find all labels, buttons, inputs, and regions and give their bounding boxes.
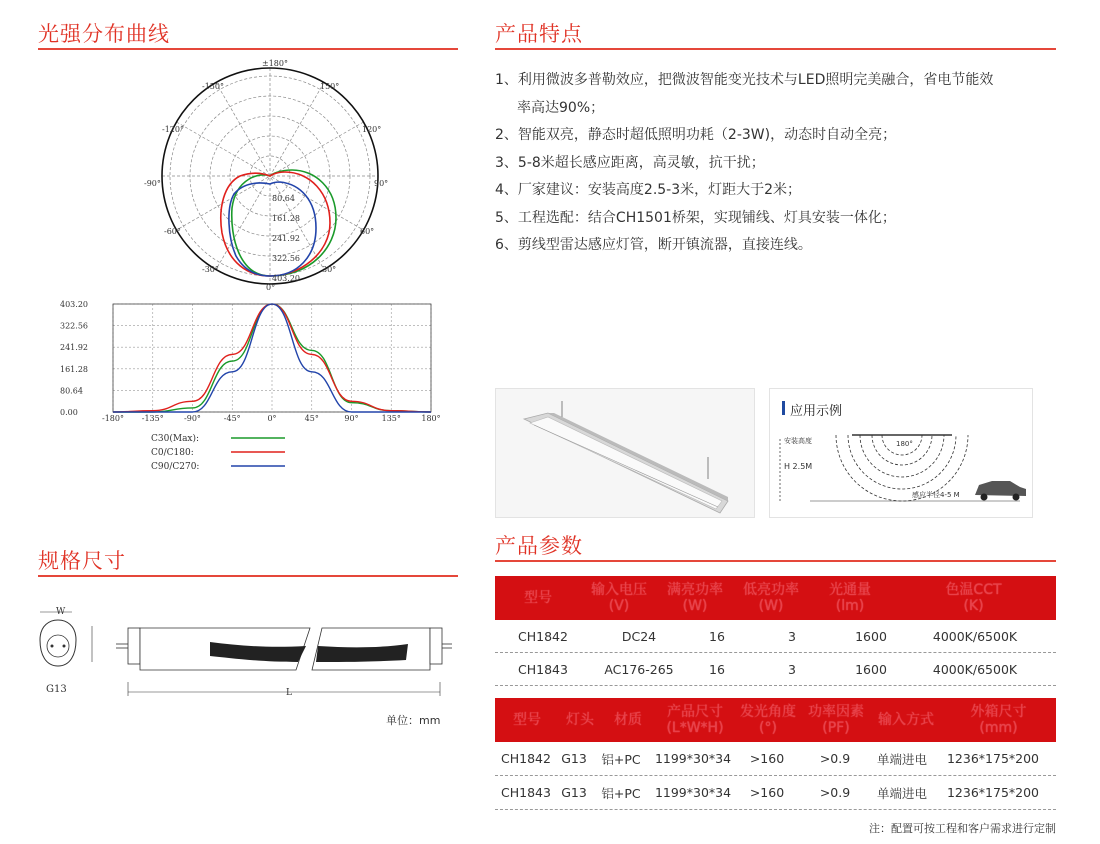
linear-distribution-chart	[55, 298, 445, 478]
params-table-2	[495, 698, 1056, 810]
features-section-rule	[495, 48, 1056, 50]
polar-radial-label: 161.28	[272, 214, 300, 223]
x-tick-label: -135°	[141, 414, 164, 423]
y-tick-label: 241.92	[60, 343, 88, 353]
lamp-fixture-image	[496, 389, 754, 517]
install-height-label: 安装高度	[784, 437, 812, 445]
polar-angle-label: -90°	[144, 179, 161, 188]
svg-text:W: W	[56, 607, 66, 617]
table-header-cell: 灯头	[566, 712, 594, 728]
polar-radial-label: 80.64	[272, 194, 295, 203]
polar-angle-label: -30°	[202, 265, 219, 274]
x-tick-label: -45°	[223, 414, 241, 423]
legend-label: C0/C180:	[151, 448, 194, 458]
polar-angle-label: -60°	[164, 227, 181, 236]
x-tick-label: 135°	[381, 414, 401, 423]
car-icon	[975, 481, 1026, 496]
x-tick-label: -180°	[102, 414, 124, 423]
table-header-cell: 输入电压 (V)	[591, 582, 647, 614]
end-cap-view	[40, 607, 92, 695]
table-header-cell: 材质	[614, 712, 642, 728]
legend-label: C90/C270:	[151, 462, 200, 472]
polar-section-rule	[38, 48, 458, 50]
feature-item: 6、剪线型雷达感应灯管，断开镇流器，直接连线。	[495, 237, 812, 253]
dimension-drawing	[30, 600, 460, 710]
polar-angle-label: 0°	[266, 283, 276, 292]
table-row: CH1842 DC24 16 3 1600 4000K/6500K	[495, 620, 1056, 653]
table-header-cell: 型号	[524, 590, 552, 606]
polar-radial-label: 403.20	[272, 274, 300, 283]
features-list	[495, 67, 993, 260]
polar-angle-label: 90°	[374, 179, 389, 188]
table-row: CH1842 G13 铝+PC 1199*30*34 >160 >0.9 单端进电 1236*175*200	[495, 742, 1056, 776]
params-section-title: 产品参数	[495, 534, 583, 558]
application-example-panel	[769, 388, 1033, 518]
tube-side-view	[116, 628, 452, 698]
beam-angle-label: 180°	[896, 440, 913, 448]
product-photo-panel	[495, 388, 755, 518]
feature-item: 3、5-8米超长感应距离，高灵敏，抗干扰；	[495, 154, 765, 171]
table-row: CH1843 G13 铝+PC 1199*30*34 >160 >0.9 单端进电 1236*175*200	[495, 776, 1056, 810]
x-tick-label: -90°	[184, 414, 201, 423]
table-header-row	[495, 576, 1056, 620]
y-tick-label: 161.28	[60, 364, 88, 374]
table-header-cell: 光通量 (lm)	[829, 582, 871, 614]
y-tick-label: 80.64	[60, 386, 83, 396]
table-header-cell: 满亮功率 (W)	[667, 582, 723, 614]
table-header-cell: 低亮功率 (W)	[743, 582, 799, 614]
x-tick-label: 180°	[421, 414, 441, 423]
table-header-cell: 产品尺寸 (L*W*H)	[666, 704, 724, 736]
legend-label: C30(Max):	[151, 434, 200, 444]
y-tick-label: 403.20	[60, 300, 88, 309]
x-tick-label: 90°	[344, 414, 359, 423]
polar-angle-label: 150°	[320, 82, 340, 91]
features-section-title: 产品特点	[495, 22, 583, 46]
table-header-cell: 发光角度 (°)	[740, 704, 796, 736]
polar-section-title: 光强分布曲线	[38, 22, 170, 46]
feature-item: 4、厂家建议：安装高度2.5-3米，灯距大于2米；	[495, 182, 802, 198]
polar-distribution-diagram	[140, 58, 400, 293]
polar-angle-label: ±180°	[262, 59, 288, 68]
customization-note: 注：配置可按工程和客户需求进行定制	[869, 822, 1056, 835]
sensing-radius-label: 感应半径4-5 M	[912, 491, 960, 499]
table-header-cell: 输入方式	[878, 712, 934, 728]
table-header-row	[495, 698, 1056, 742]
table-header-cell: 型号	[513, 712, 541, 728]
feature-item: 2、智能双亮，静态时超低照明功耗（2-3W)，动态时自动全亮；	[495, 127, 897, 143]
table-row: CH1843 AC176-265 16 3 1600 4000K/6500K	[495, 653, 1056, 686]
application-diagram	[770, 389, 1032, 517]
install-height-value: H 2.5M	[784, 462, 813, 471]
feature-item: 1、利用微波多普勒效应，把微波智能变光技术与LED照明完美融合，省电节能效	[495, 72, 994, 88]
spec-section-rule	[38, 575, 458, 577]
application-title: 应用示例	[790, 404, 843, 419]
polar-angle-label: -150°	[202, 82, 224, 91]
table-header-cell: 功率因素 (PF)	[808, 704, 864, 736]
feature-item-continuation: 率高达90%；	[517, 99, 605, 116]
polar-angle-label: 30°	[322, 265, 337, 274]
table-header-cell: 外箱尺寸 (mm)	[970, 704, 1027, 736]
polar-radial-label: 241.92	[272, 234, 300, 243]
y-tick-label: 322.56	[60, 321, 88, 331]
polar-angle-label: -120°	[162, 125, 184, 134]
polar-angle-label: 120°	[362, 125, 382, 134]
table-header-cell: 色温CCT (K)	[945, 582, 1002, 614]
svg-text:L: L	[286, 688, 292, 698]
polar-radial-label: 322.56	[272, 254, 300, 263]
params-section-rule	[495, 560, 1056, 562]
y-tick-label: 0.00	[60, 408, 78, 417]
feature-item: 5、工程选配：结合CH1501桥架，实现铺线、灯具安装一体化；	[495, 209, 896, 226]
x-tick-label: 45°	[304, 414, 319, 423]
polar-angle-label: 60°	[360, 227, 375, 236]
x-tick-label: 0°	[267, 414, 277, 423]
params-table-1	[495, 576, 1056, 686]
cap-type-label: G13	[46, 684, 67, 695]
unit-label: 单位：mm	[386, 714, 441, 727]
spec-section-title: 规格尺寸	[38, 549, 126, 573]
